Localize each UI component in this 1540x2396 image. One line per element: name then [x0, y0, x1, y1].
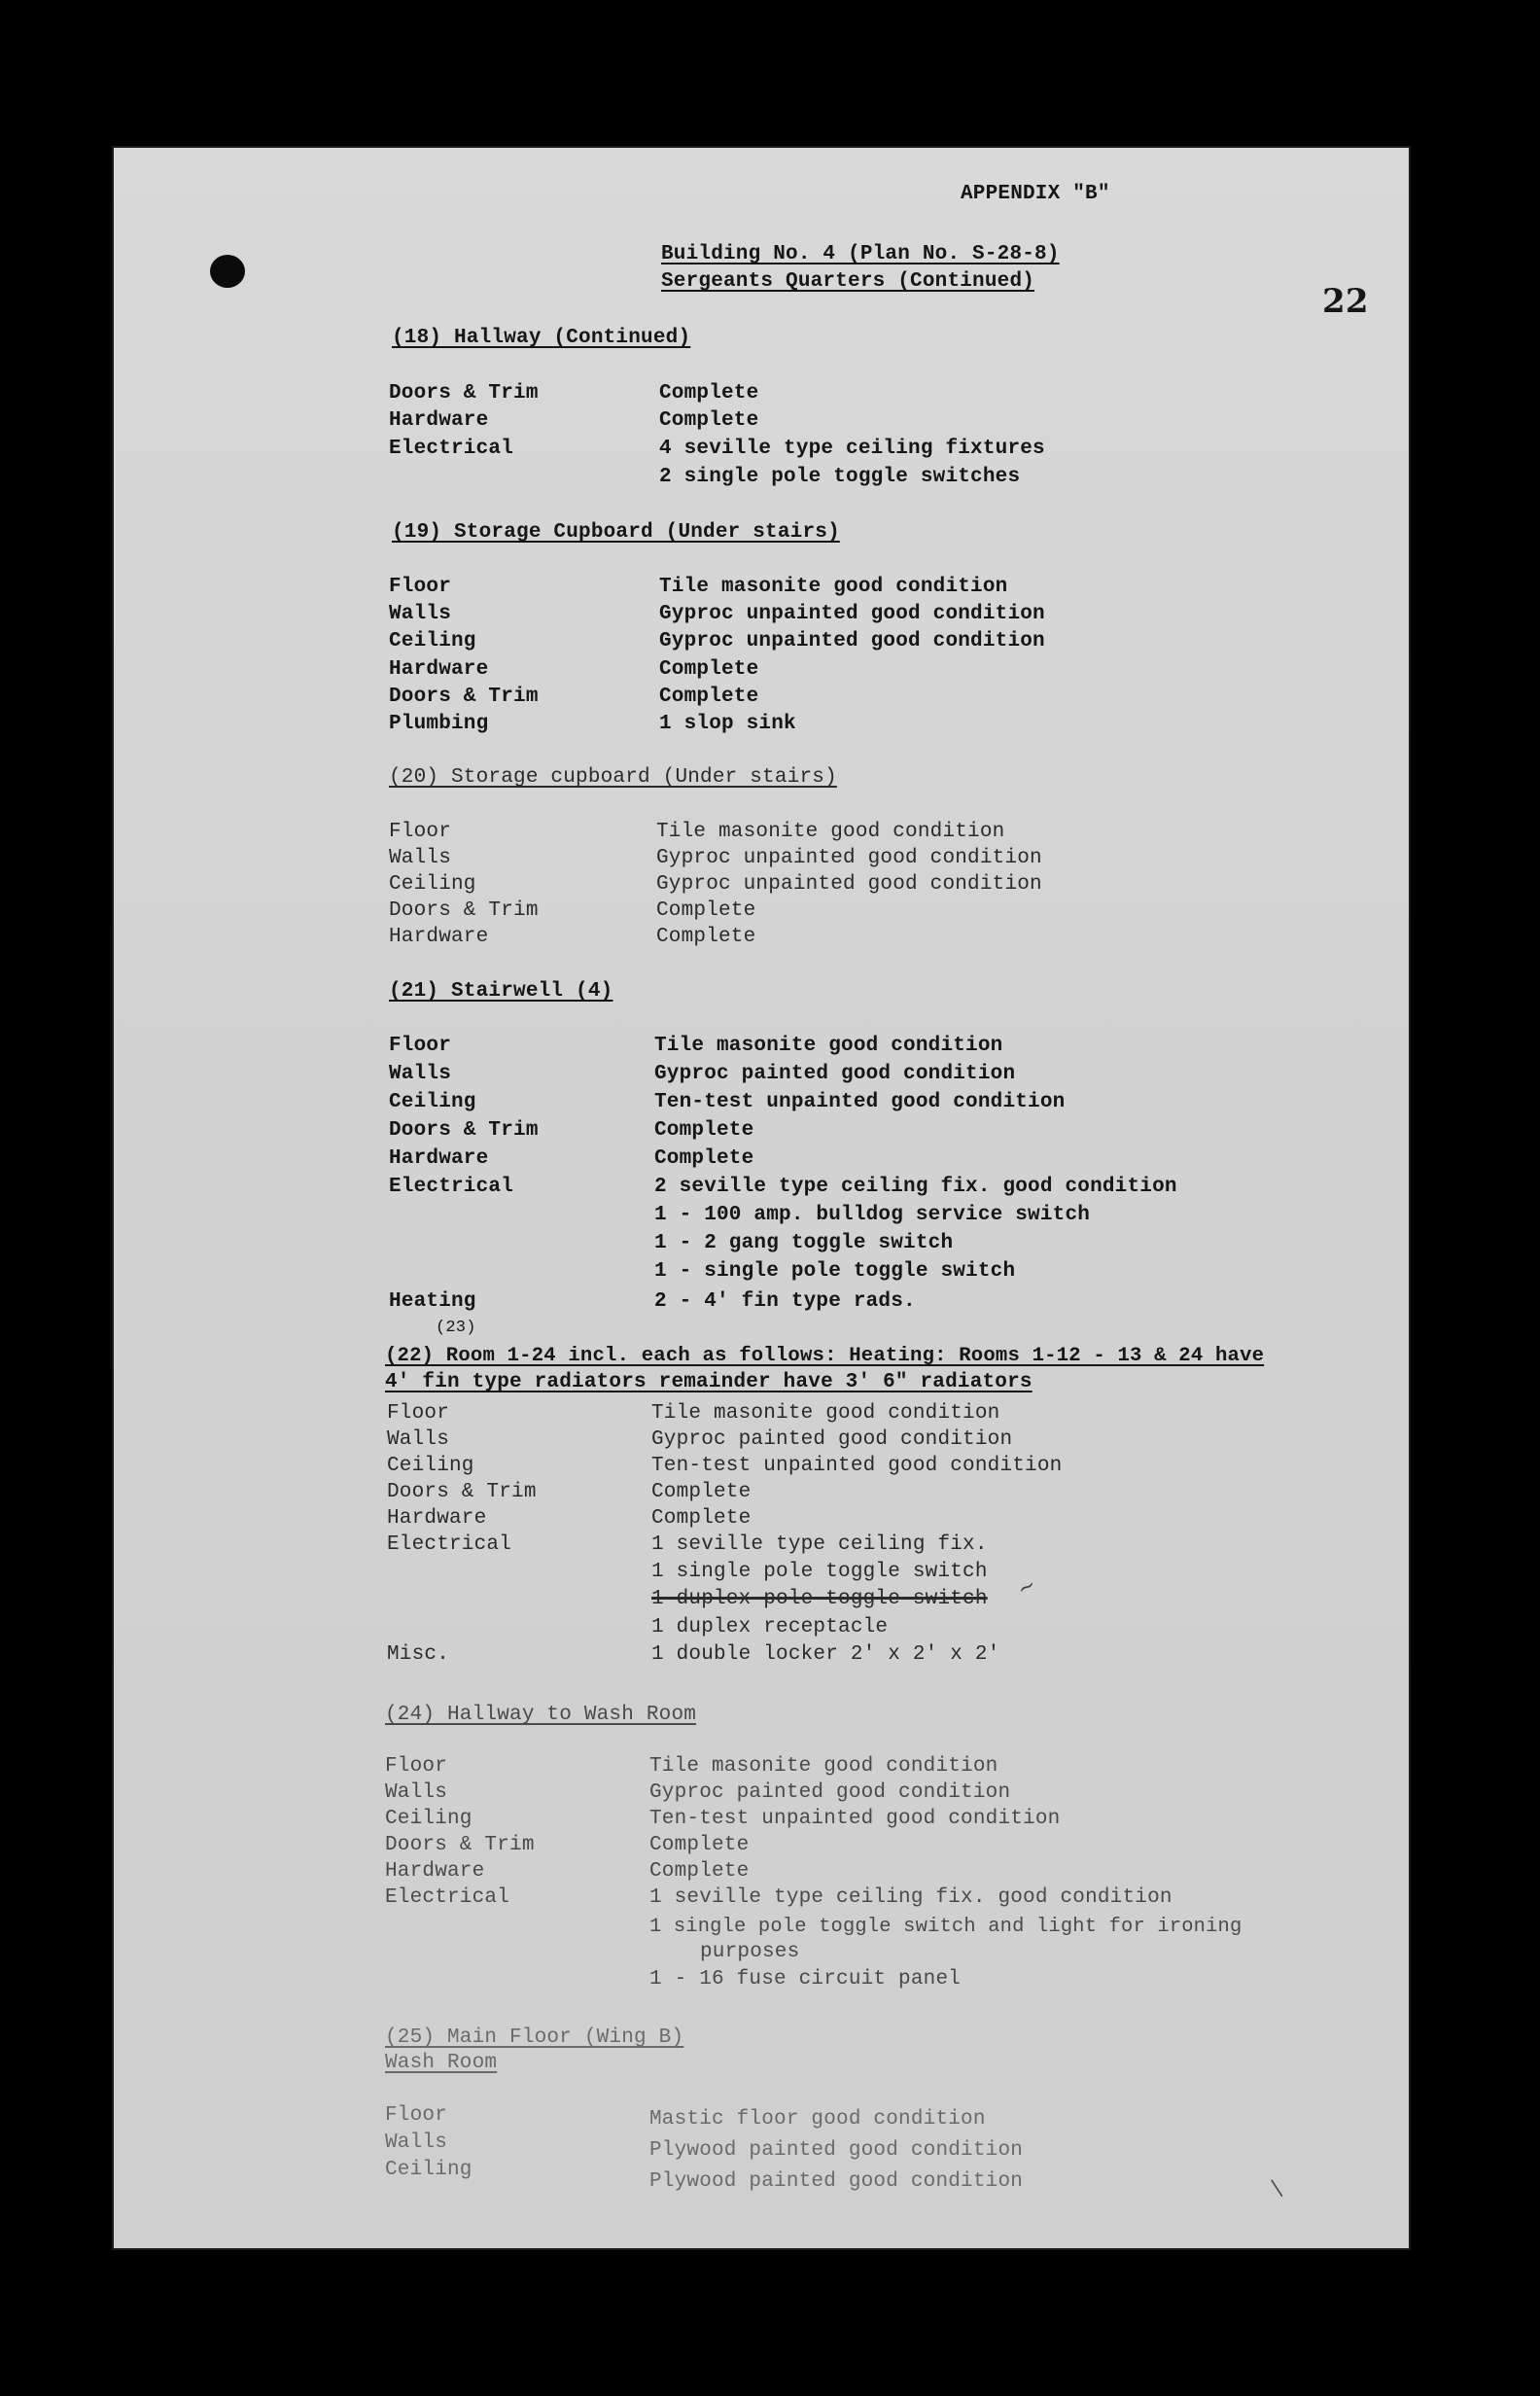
s24-value: purposes [700, 1941, 800, 1963]
s20-label: Ceiling [389, 873, 476, 896]
s22-value: 1 single pole toggle switch [651, 1561, 988, 1583]
s20-label: Doors & Trim [389, 899, 539, 922]
s22-value: 1 duplex receptacle [651, 1616, 889, 1638]
s24-label: Ceiling [385, 1808, 472, 1830]
s24-value: Ten-test unpainted good condition [649, 1808, 1061, 1830]
s19-label: Ceiling [389, 630, 476, 652]
s21-value: 1 - single pole toggle switch [654, 1260, 1016, 1283]
s20-value: Gyproc unpainted good condition [656, 873, 1042, 896]
building-line: Building No. 4 (Plan No. S-28-8) [661, 243, 1060, 265]
s22-label: Doors & Trim [387, 1481, 537, 1503]
s19-value: Gyproc unpainted good condition [659, 603, 1045, 625]
s20-label: Floor [389, 821, 452, 843]
s25-value: Mastic floor good condition [649, 2108, 986, 2131]
s24-value: Complete [649, 1834, 750, 1856]
s25-label: Ceiling [385, 2159, 472, 2181]
s25-label: Walls [385, 2132, 448, 2154]
s18-label: Doors & Trim [389, 382, 539, 405]
s22-value: 1 seville type ceiling fix. [651, 1533, 988, 1556]
s21-label: Doors & Trim [389, 1119, 539, 1142]
s21-value: Complete [654, 1119, 754, 1142]
s22-value: Gyproc painted good condition [651, 1428, 1013, 1451]
s19-value: Complete [659, 658, 759, 681]
section-21-title: (21) Stairwell (4) [389, 980, 613, 1003]
s25-value: Plywood painted good condition [649, 2170, 1024, 2193]
s22-label: Misc. [387, 1643, 450, 1666]
s24-label: Doors & Trim [385, 1834, 535, 1856]
handwritten-mark: ~ [1012, 1572, 1041, 1603]
s18-value: 4 seville type ceiling fixtures [659, 438, 1045, 460]
s19-value: Complete [659, 686, 759, 708]
s25-label: Floor [385, 2104, 448, 2127]
s19-label: Floor [389, 576, 452, 598]
s20-label: Hardware [389, 926, 489, 948]
s24-label: Floor [385, 1755, 448, 1778]
s19-label: Plumbing [389, 713, 489, 735]
s22-value: Tile masonite good condition [651, 1402, 1000, 1425]
s22-label: Walls [387, 1428, 450, 1451]
s22-value-struck: 1 duplex pole toggle switch [651, 1588, 988, 1610]
s21-value: Complete [654, 1147, 754, 1170]
s24-value: Complete [649, 1860, 750, 1883]
handwritten-initials: / [1265, 2179, 1290, 2198]
s21-value: Gyproc painted good condition [654, 1063, 1016, 1085]
page-number: 22 [1322, 282, 1369, 321]
s22-value: Ten-test unpainted good condition [651, 1455, 1063, 1477]
s24-value: 1 - 16 fuse circuit panel [649, 1968, 962, 1991]
s18-value: 2 single pole toggle switches [659, 466, 1021, 488]
s22-superscript: (23) [436, 1319, 476, 1337]
s20-value: Complete [656, 926, 756, 948]
s21-value: 2 - 4' fin type rads. [654, 1290, 916, 1313]
section-24-title: (24) Hallway to Wash Room [385, 1704, 697, 1726]
s21-value: Tile masonite good condition [654, 1035, 1003, 1057]
s21-value: 1 - 2 gang toggle switch [654, 1232, 954, 1254]
s19-value: 1 slop sink [659, 713, 796, 735]
s18-value: Complete [659, 409, 759, 432]
s22-value: 1 double locker 2' x 2' x 2' [651, 1643, 1000, 1666]
s25-value: Plywood painted good condition [649, 2139, 1024, 2162]
section-22-title-line2: 4' fin type radiators remainder have 3' 6" radiators [385, 1371, 1032, 1393]
s22-label: Electrical [387, 1533, 512, 1556]
s21-label: Heating [389, 1290, 476, 1313]
s18-value: Complete [659, 382, 759, 405]
s18-label: Hardware [389, 409, 489, 432]
s20-label: Walls [389, 847, 452, 869]
s21-label: Electrical [389, 1176, 514, 1198]
section-19-title: (19) Storage Cupboard (Under stairs) [392, 521, 840, 544]
s24-value: Gyproc painted good condition [649, 1781, 1011, 1804]
s21-value: 2 seville type ceiling fix. good condition [654, 1176, 1177, 1198]
s19-label: Hardware [389, 658, 489, 681]
s22-label: Hardware [387, 1507, 487, 1530]
s19-value: Tile masonite good condition [659, 576, 1008, 598]
appendix-label: APPENDIX "B" [961, 183, 1110, 205]
s22-value: Complete [651, 1507, 752, 1530]
s20-value: Gyproc unpainted good condition [656, 847, 1042, 869]
section-22-title-line1: (22) Room 1-24 incl. each as follows: Heating: Rooms 1-12 - 13 & 24 have [385, 1345, 1265, 1367]
s22-label: Ceiling [387, 1455, 474, 1477]
punch-hole [210, 255, 245, 288]
section-25-title: (25) Main Floor (Wing B) [385, 2026, 684, 2049]
s21-label: Ceiling [389, 1091, 476, 1113]
section-18-title: (18) Hallway (Continued) [392, 327, 691, 349]
s24-label: Electrical [385, 1886, 510, 1909]
s19-value: Gyproc unpainted good condition [659, 630, 1045, 652]
section-20-title: (20) Storage cupboard (Under stairs) [389, 766, 837, 789]
s24-label: Walls [385, 1781, 448, 1804]
s21-value: 1 - 100 amp. bulldog service switch [654, 1204, 1091, 1226]
s18-label: Electrical [389, 438, 514, 460]
s24-label: Hardware [385, 1860, 485, 1883]
s19-label: Walls [389, 603, 452, 625]
s21-label: Walls [389, 1063, 452, 1085]
s21-label: Floor [389, 1035, 452, 1057]
section-25-subtitle: Wash Room [385, 2052, 498, 2074]
s24-value: 1 seville type ceiling fix. good condition [649, 1886, 1172, 1909]
s24-value: Tile masonite good condition [649, 1755, 998, 1778]
s21-value: Ten-test unpainted good condition [654, 1091, 1066, 1113]
s22-label: Floor [387, 1402, 450, 1425]
s21-label: Hardware [389, 1147, 489, 1170]
s19-label: Doors & Trim [389, 686, 539, 708]
s22-value: Complete [651, 1481, 752, 1503]
s24-value: 1 single pole toggle switch and light for ironing [649, 1916, 1242, 1938]
quarters-line: Sergeants Quarters (Continued) [661, 270, 1035, 293]
s20-value: Complete [656, 899, 756, 922]
s20-value: Tile masonite good condition [656, 821, 1005, 843]
